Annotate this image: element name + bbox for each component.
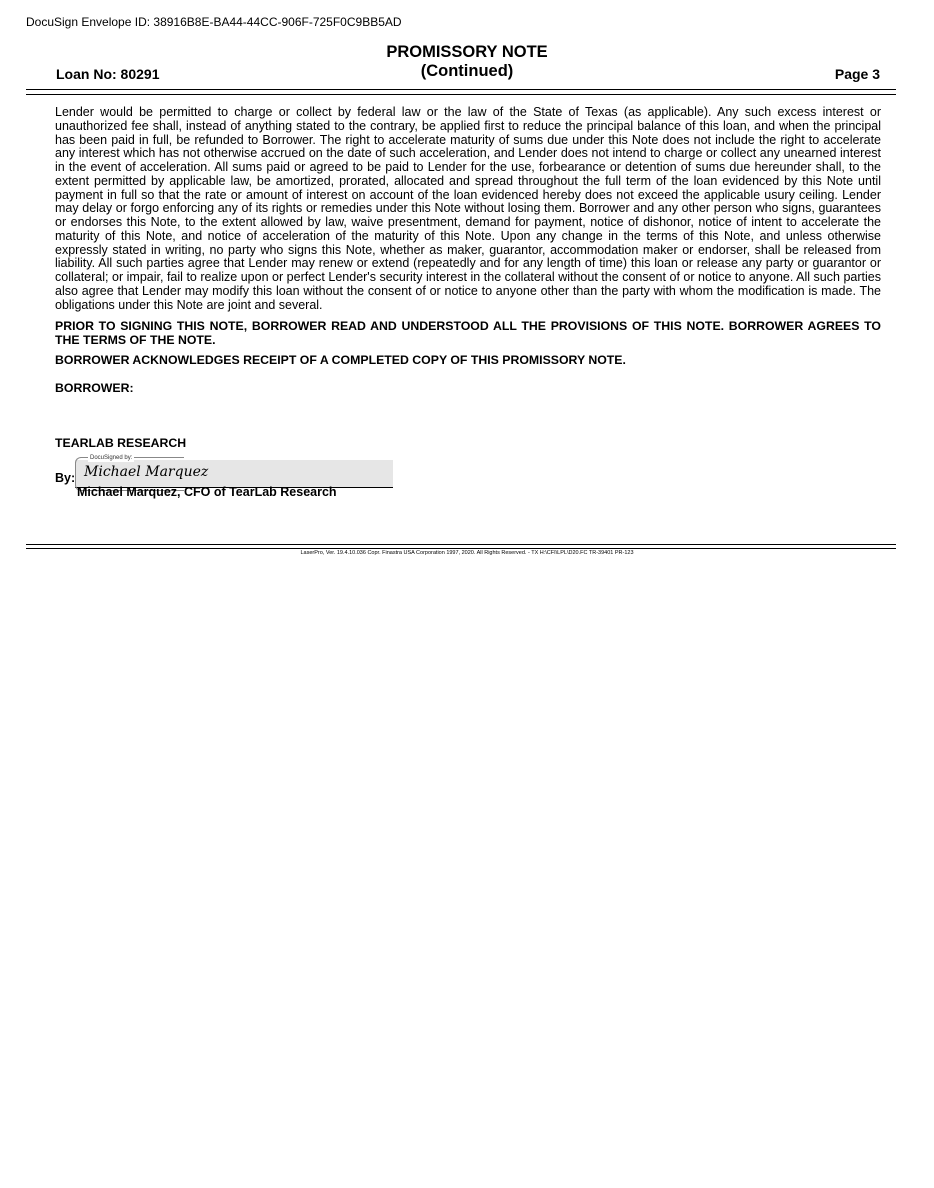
body-paragraph: Lender would be permitted to charge or collect by federal law or the law of the State of Texas (as applicable). Any such excess interest or unauthorized fee shall, instead of anything stated to the contrary, be applied first to reduce the principal balance of this loan, and when the principal has been paid in full, be refunded to Borrower. The right to accelerate maturity of sums due under this Note does not include the right to accelerate any interest which has not otherwise accrued on the date of such acceleration, and Lender does not intend to charge or collect any unearned interest in the event of acceleration. All sums paid or agreed to be paid to Lender for the use, forbearance or detention of sums due hereunder shall, to the extent permitted by applicable law, be amortized, prorated, allocated and spread throughout the full term of the loan evidenced by this Note until payment in full so that the rate or amount of interest on account of the loan evidenced hereby does not exceed the applicable usury ceiling. Lender may delay or forgo enforcing any of its rights or remedies under this Note without losing them. Borrower and any other person who signs, guarantees or endorses this Note, to the extent allowed by law, waive presentment, demand for payment, notice of dishonor, notice of intent to accelerate the maturity of this Note, and notice of acceleration of the maturity of this Note. Upon any change in the terms of this Note, and unless otherwise expressly stated in writing, no party who signs this Note, whether as maker, guarantor, accommodation maker or endorser, shall be released from liability. All such parties agree that Lender may renew or extend (repeatedly and for any length of time) this loan or release any party or guarantor or collateral; or impair, fail to realize upon or perfect Lender's security interest in the collateral without the consent of or notice to anyone. All such parties also agree that Lender may modify this loan without the consent of or notice to anyone other than the party with whom the modification is made. The obligations under this Note are joint and several. [55,105,881,312]
handwritten-signature: Michael Marquez [84,464,209,480]
title-line-promissory-note: PROMISSORY NOTE [386,43,548,61]
borrower-label: BORROWER: [55,381,134,395]
title-line-continued: (Continued) [420,62,514,80]
acknowledgement-paragraph: BORROWER ACKNOWLEDGES RECEIPT OF A COMPLETED COPY OF THIS PROMISSORY NOTE. [55,353,626,367]
header-rule [26,89,896,90]
footer-rule [26,544,896,545]
docusigned-by-caption: DocuSigned by: [90,455,133,461]
footer-rule [26,548,896,549]
loan-number: Loan No: 80291 [56,66,160,82]
header-rule [26,94,896,95]
signer-name: Michael Marquez, CFO of TearLab Research [77,485,337,499]
page-number: Page 3 [834,66,880,82]
laserpro-footer: LaserPro, Ver. 19.4.10.036 Copr. Finastra USA Corporation 1997, 2020. All Rights Reserved. - TX H:\CFI\LPL\D20.FC TR-39401 PR-123 [300,550,634,556]
docusign-envelope-id: DocuSign Envelope ID: 38916B8E-BA44-44CC-906F-725F0C9BB5AD [26,15,402,29]
by-label: By: [55,471,76,485]
prior-to-signing-paragraph: PRIOR TO SIGNING THIS NOTE, BORROWER READ AND UNDERSTOOD ALL THE PROVISIONS OF THIS NOTE. BORROWER AGREES TO THE TERMS OF THE NOTE. [55,319,881,347]
company-name: TEARLAB RESEARCH [55,436,187,450]
